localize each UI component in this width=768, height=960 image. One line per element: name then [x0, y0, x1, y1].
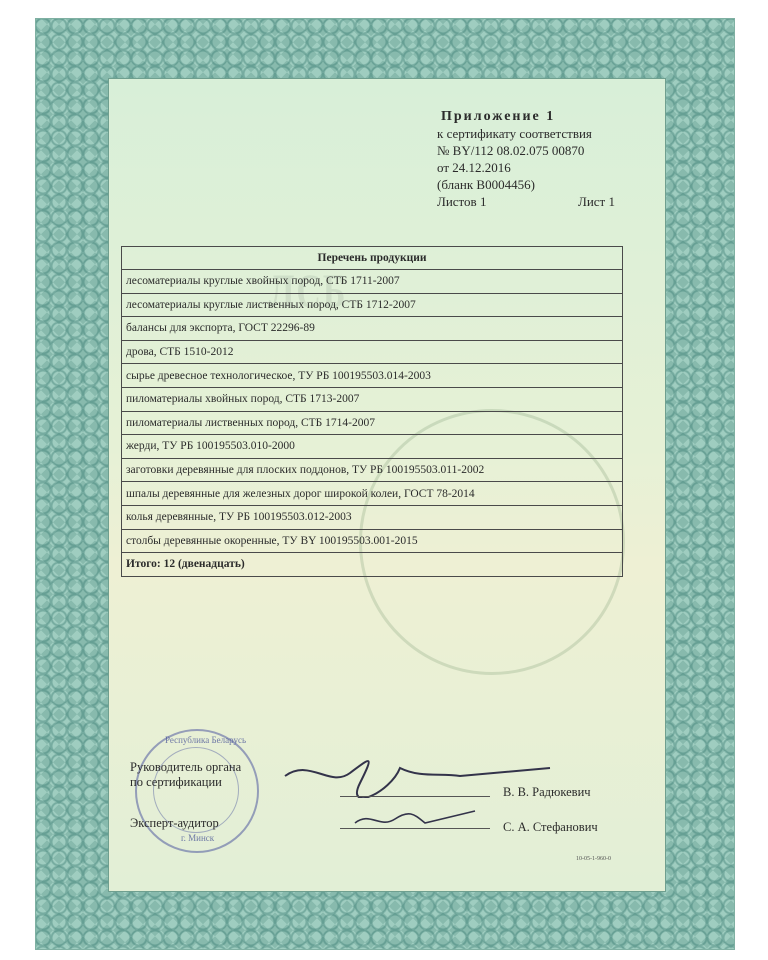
header-line-date: от 24.12.2016 [437, 160, 511, 175]
table-row: сырье древесное технологическое, ТУ РБ 100195503.014-2003 [122, 364, 623, 388]
table-row: шпалы деревянные для железных дорог широкой колеи, ГОСТ 78-2014 [122, 482, 623, 506]
sheets-count: Листов 1 [437, 194, 487, 209]
signer-head-name: В. В. Радюкевич [503, 785, 591, 799]
table-row: заготовки деревянные для плоских поддонов, ТУ РБ 100195503.011-2002 [122, 458, 623, 482]
role-head-line2: по сертификации [130, 775, 222, 789]
table-total: Итого: 12 (двенадцать) [122, 553, 623, 577]
signature-line-expert [340, 828, 490, 829]
appendix-title: Приложение 1 [441, 109, 556, 124]
header-line-blank: (бланк В0004456) [437, 177, 535, 192]
appendix-header [437, 108, 615, 210]
watermark-text: ЛСБ [269, 266, 348, 319]
sheet-number: Лист 1 [578, 194, 615, 209]
form-code: 10-05-1-960-0 [576, 856, 611, 862]
table-row: колья деревянные, ТУ РБ 100195503.012-2003 [122, 505, 623, 529]
table-row: жерди, ТУ РБ 100195503.010-2000 [122, 435, 623, 459]
table-heading: Перечень продукции [122, 247, 623, 270]
signature-expert [345, 805, 485, 835]
table-row: дрова, СТБ 1510-2012 [122, 340, 623, 364]
role-expert: Эксперт-аудитор [130, 816, 219, 830]
sheets-row [437, 193, 615, 210]
header-line-certificate: к сертификату соответствия [437, 126, 592, 141]
table-row: лесоматериалы круглые хвойных пород, СТБ 1711-2007 [122, 270, 623, 294]
table-row: пиломатериалы лиственных пород, СТБ 1714-2007 [122, 411, 623, 435]
header-line-number: № BY/112 08.02.075 00870 [437, 143, 585, 158]
stamp-bottom-text: г. Минск [181, 833, 215, 843]
signer-expert-name: С. А. Стефанович [503, 820, 598, 834]
role-head-line1: Руководитель органа [130, 760, 242, 774]
signature-roles [130, 760, 241, 831]
signature-line-head [340, 796, 490, 797]
table-row: балансы для экспорта, ГОСТ 22296-89 [122, 317, 623, 341]
table-row: пиломатериалы хвойных пород, СТБ 1713-2007 [122, 387, 623, 411]
table-row: столбы деревянные окоренные, ТУ BY 100195503.001-2015 [122, 529, 623, 553]
stamp-top-text: Республика Беларусь [165, 735, 247, 745]
table-row: лесоматериалы круглые лиственных пород, СТБ 1712-2007 [122, 293, 623, 317]
product-list-table [121, 246, 623, 577]
